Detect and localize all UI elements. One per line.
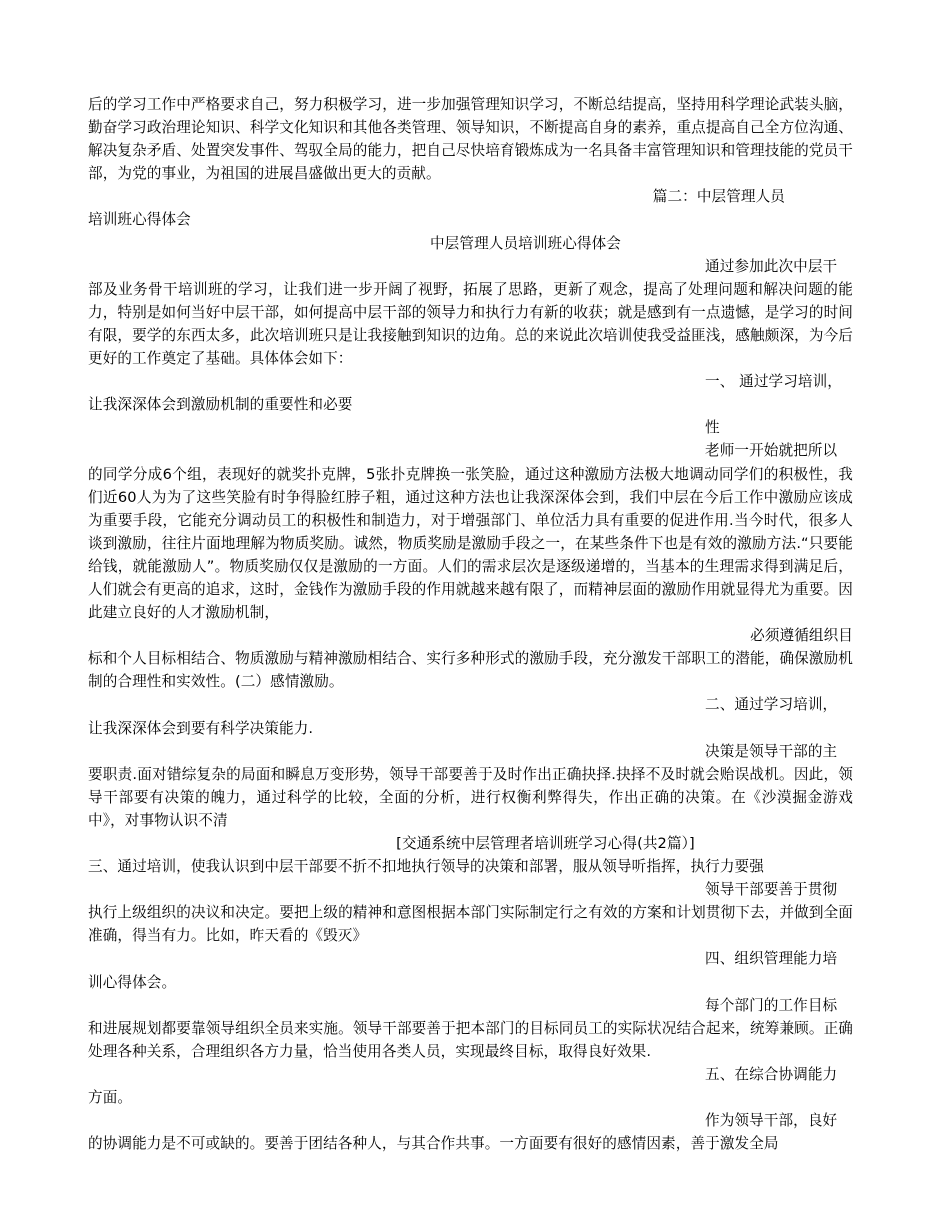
section-heading-1-cont: 让我深深体会到激励机制的重要性和必要	[88, 396, 353, 414]
section-heading-5-cont: 方面。	[88, 1089, 133, 1107]
document-page	[88, 93, 853, 1155]
paragraph-lead: 老师一开始就把所以	[705, 442, 838, 460]
paragraph-lead: 通过参加此次中层干	[705, 257, 838, 275]
section-heading-3: 三、通过培训，使我认识到中层干部要不折不扣地执行领导的决策和部署，服从领导听指挥，执行力要强	[88, 858, 764, 876]
part-two-label-cont: 培训班心得体会	[88, 211, 191, 229]
intro-paragraph: 后的学习工作中严格要求自己，努力积极学习，进一步加强管理知识学习，不断总结提高，坚持用科学理论武装头脑，勤奋学习政治理论知识、科学文化知识和其他各类管理、领导知识，不断提高自身的素养，重点提高自己全方位沟通、解决复杂矛盾、处置突发事件、驾驭全局的能力，把自己尽快培育锻炼成为一名具备丰富管理知识和管理技能的党员干部，为党的事业，为祖国的进展昌盛做出更大的贡献。	[88, 96, 853, 183]
paragraph-body: 标和个人目标相结合、物质激励与精神激励相结合、实行多种形式的激励手段，充分激发干部职工的潜能，确保激励机制的合理性和实效性。(二）感情激励。	[88, 650, 853, 691]
section-heading-5: 五、在综合协调能力	[705, 1065, 838, 1083]
part-two-label: 篇二：中层管理人员	[652, 188, 785, 206]
paragraph-lead: 领导干部要善于贯彻	[705, 881, 838, 899]
section-heading-2-cont: 让我深深体会到要有科学决策能力.	[88, 719, 314, 737]
paragraph-body: 和进展规划都要靠领导组织全员来实施。领导干部要善于把本部门的目标同员工的实际状况结合起来，统筹兼顾。正确处理各种关系，合理组织各方力量，恰当使用各类人员，实现最终目标，取得良好效果.	[88, 1019, 853, 1060]
document-subtitle: 中层管理人员培训班心得体会	[429, 234, 622, 252]
paragraph-lead: 作为领导干部，良好	[705, 1112, 838, 1130]
paragraph-body: 部及业务骨干培训班的学习，让我们进一步开阔了视野，拓展了思路，更新了观念，提高了处理问题和解决问题的能力，特别是如何当好中层干部，如何提高中层干部的领导力和执行力有新的收获；就是感到有一点遗憾，是学习的时间有限，要学的东西太多，此次培训班只是让我接触到知识的边角。总的来说此次培训使我受益匪浅，感触颇深，为今后更好的工作奠定了基础。具体体会如下：	[88, 280, 853, 368]
document-title: [交通系统中层管理者培训班学习心得(共2篇）]	[396, 835, 695, 852]
section-heading-1: 一、 通过学习培训，	[705, 373, 842, 391]
section-heading-2: 二、通过学习培训，	[705, 696, 838, 714]
paragraph-lead: 必须遵循组织目	[750, 627, 853, 645]
paragraph-lead: 每个部门的工作目标	[705, 996, 838, 1014]
section-heading-1-tail: 性	[705, 419, 720, 437]
section-heading-4-cont: 训心得体会。	[88, 973, 177, 991]
paragraph-body: 执行上级组织的决议和决定。要把上级的精神和意图根据本部门实际制定行之有效的方案和计划贯彻下去，并做到全面准确，得当有力。比如，昨天看的《毁灭》	[88, 904, 853, 945]
paragraph-body: 要职责.面对错综复杂的局面和瞬息万变形势，领导干部要善于及时作出正确抉择.抉择不及时就会贻误战机。因此，领导干部要有决策的魄力，通过科学的比较，全面的分析，进行权衡利弊得失，作出正确的决策。在《沙漠掘金游戏中》，对事物认识不清	[88, 765, 853, 829]
paragraph-body: 的同学分成6个组，表现好的就奖扑克牌，5张扑克牌换一张笑脸，通过这种激励方法极大地调动同学们的积极性，我们近60人为为了这些笑脸有时争得脸红脖子粗，通过这种方法也让我深深体会到，我们中层在今后工作中激励应该成为重要手段，它能充分调动员工的积极性和制造力，对于增强部门、单位活力具有重要的促进作用.当今时代，很多人谈到激励，往往片面地理解为物质奖励。诚然，物质奖励是激励手段之一，在某些条件下也是有效的激励方法.“只要能给钱，就能激励人”。物质奖励仅仅是激励的一方面。人们的需求层次是逐级递增的，当基本的生理需求得到满足后，人们就会有更高的追求，这时，金钱作为激励手段的作用就越来越有限了，而精神层面的激励作用就显得尤为重要。因此建立良好的人才激励机制，	[88, 465, 853, 622]
section-heading-4: 四、组织管理能力培	[705, 950, 838, 968]
paragraph-body: 的协调能力是不可或缺的。要善于团结各种人，与其合作共事。一方面要有很好的感情因素，善于激发全局	[88, 1135, 779, 1153]
paragraph-lead: 决策是领导干部的主	[705, 742, 838, 760]
